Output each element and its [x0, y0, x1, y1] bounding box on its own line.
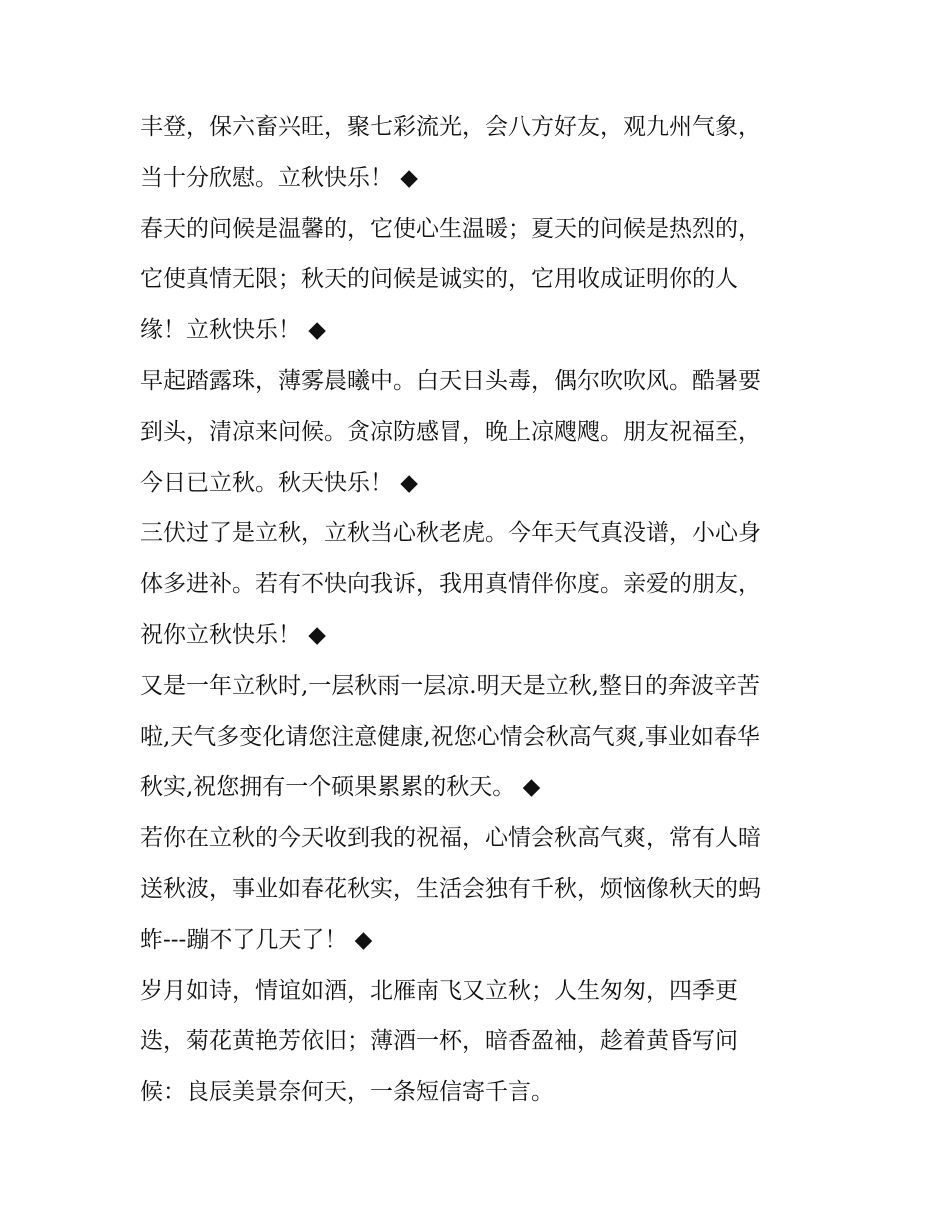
text-line: 丰登，保六畜兴旺，聚七彩流光，会八方好友，观九州气象，	[140, 114, 761, 140]
text-line: 若你在立秋的今天收到我的祝福，心情会秋高气爽，常有人暗	[140, 825, 761, 852]
text-line: 三伏过了是立秋，立秋当心秋老虎。今年天气真没谱，小心身	[140, 520, 761, 547]
text-line: 秋实,祝您拥有一个硕果累累的秋天。 ◆	[140, 774, 541, 801]
text-line: 早起踏露珠，薄雾晨曦中。白天日头毒，偶尔吹吹风。酷暑要	[140, 367, 761, 394]
text-line: 今日已立秋。秋天快乐！ ◆	[140, 469, 418, 496]
document-body	[140, 102, 820, 1118]
text-line: 岁月如诗，情谊如酒，北雁南飞又立秋；人生匆匆，四季更	[140, 977, 738, 1004]
text-line: 又是一年立秋时,一层秋雨一层凉.明天是立秋,整日的奔波辛苦	[140, 672, 760, 699]
text-line: 迭，菊花黄艳芳依旧；薄酒一杯，暗香盈袖，趁着黄昏写问	[140, 1028, 738, 1055]
text-line: 蚱---蹦不了几天了！ ◆	[140, 926, 373, 953]
text-line: 啦,天气多变化请您注意健康,祝您心情会秋高气爽,事业如春华	[140, 723, 760, 750]
text-line: 当十分欣慰。立秋快乐！ ◆	[140, 164, 418, 191]
text-line: 祝你立秋快乐！ ◆	[140, 621, 326, 648]
text-line: 送秋波，事业如春花秋实，生活会独有千秋，烦恼像秋天的蚂	[140, 875, 761, 902]
text-line: 体多进补。若有不快向我诉，我用真情伴你度。亲爱的朋友，	[140, 571, 761, 598]
text-line: 到头，清凉来问候。贪凉防感冒，晚上凉飕飕。朋友祝福至，	[140, 418, 761, 445]
text-line: 春天的问候是温馨的，它使心生温暖；夏天的问候是热烈的，	[140, 215, 761, 242]
text-line: 候：良辰美景奈何天，一条短信寄千言。	[140, 1079, 554, 1106]
text-line: 缘！立秋快乐！ ◆	[140, 317, 326, 344]
text-line: 它使真情无限；秋天的问候是诚实的，它用收成证明你的人	[140, 266, 738, 293]
